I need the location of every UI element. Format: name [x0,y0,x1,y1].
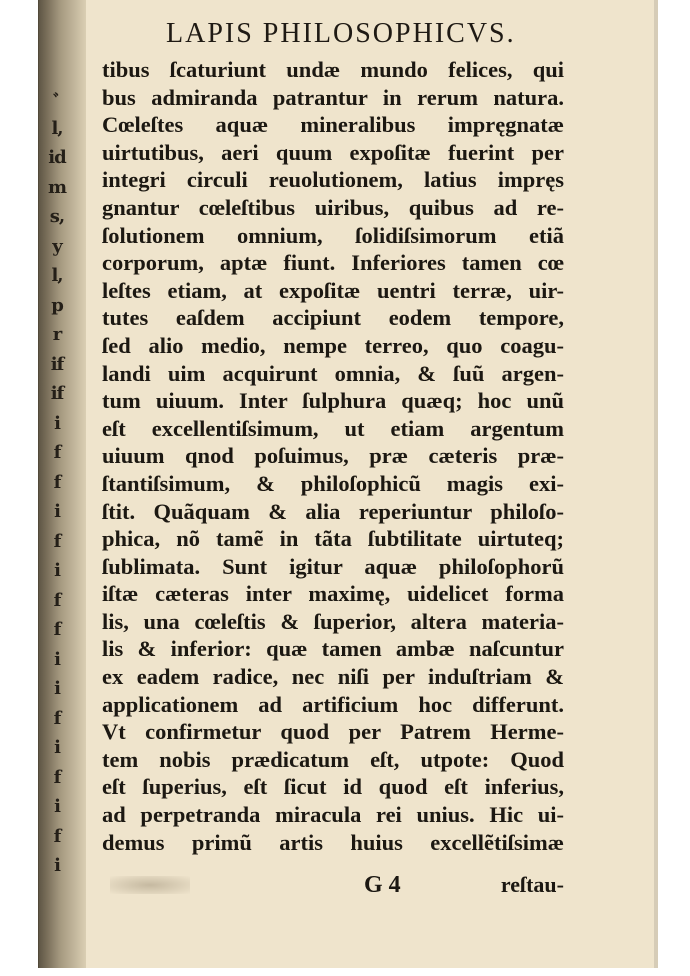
text-line: demus primũ artis huius excellẽtiſsimæ [102,829,564,855]
margin-fragment: i [54,737,60,758]
text-line: Vt confirmetur quod per Patrem Herme- [102,719,564,745]
text-line: tutes eaſdem accipiunt eodem tempore, [102,305,564,331]
text-line: bus admiranda patrantur in rerum natura. [102,84,564,110]
text-line: ſtit. Quãquam & alia reperiuntur philoſo- [102,498,564,524]
text-line: Cœleſtes aquæ mineralibus impręgnatæ [102,112,564,138]
margin-fragment: f [53,766,61,788]
margin-fragment: i [54,678,60,699]
margin-fragment: s, [49,206,65,227]
text-line: ſolutionem omnium, ſolidiſsimorum etiã [102,222,564,248]
text-line: tibus ſcaturiunt undæ mundo felices, qui [102,57,564,82]
margin-fragment: f [53,589,61,611]
catchword: reſtau- [500,872,564,897]
text-line: uiuum qnod poſuimus, præ cæteris præ- [102,443,564,469]
text-line: lis & inferior: quæ tamen ambæ naſcuntur [102,636,564,662]
margin-fragment: i [54,855,60,876]
margin-fragment: p [51,294,63,316]
margin-fragment: ﾞ [53,92,61,113]
margin-fragment: l, [51,265,63,286]
margin-fragment: y [52,235,62,257]
text-line: eſt excellentiſsimum, ut etiam argentum [102,415,564,441]
text-line: corporum, aptæ fiunt. Inferiores tamen cœ [102,250,564,276]
text-line: iſtæ cæteras inter maximę, uidelicet forma [102,581,564,607]
text-line: tem nobis prædicatum eſt, utpote: Quod [102,746,564,772]
text-line: integri circuli reuolutionem, latius impręs [102,167,564,193]
margin-fragment: id [48,147,66,168]
margin-fragment: m [47,176,67,198]
text-line: uirtutibus, aeri quum expoſitæ fuerint per [102,139,564,165]
text-line: gnantur cœleſtibus uiribus, quibus ad re- [102,194,564,220]
text-line: eſt ſuperius, eſt ſicut id quod eſt inferius, [102,774,564,800]
margin-fragment: i [54,412,60,434]
margin-fragment: f [53,471,61,493]
margin-fragment: f [53,707,61,729]
text-line: ſtantiſsimum, & philoſophicũ magis exi- [102,470,564,496]
margin-fragment: f [53,825,61,847]
text-line: tum uiuum. Inter ſulphura quæq; hoc unũ [102,388,564,414]
text-line: ad perpetranda miracula rei unius. Hic ui- [102,802,564,828]
margin-fragment: f [53,619,61,640]
margin-fragment: f [53,442,61,463]
ink-smudge [110,876,190,894]
margin-fragment: i [54,648,60,670]
running-title: LAPIS PHILOSOPHICVS. [166,18,516,49]
text-line: ex eadem radice, nec niſi per induſtriam & [102,664,564,690]
margin-fragment: if [50,383,64,404]
text-line: applicationem ad artificium hoc differunt. [102,691,564,717]
text-line: leſtes etiam, at expoſitæ uentri terræ, uir- [102,277,564,303]
margin-fragment: i [54,501,60,522]
signature-mark: G 4 [364,872,401,898]
margin-fragment: if [50,353,64,375]
text-line: lis, una cœleſtis & ſuperior, altera materia- [102,608,564,634]
margin-fragment: i [54,796,60,817]
margin-fragment: r [52,324,62,345]
text-line: ſublimata. Sunt igitur aquæ philoſophorũ [102,553,564,579]
text-line: ſed alio medio, nempe terreo, quo coagu- [102,332,564,358]
margin-fragment: f [53,530,61,552]
margin-fragment: l, [51,117,63,139]
text-line: landi uim acquirunt omnia, & ſuũ argen- [102,360,564,386]
page-footer [102,872,564,902]
page-edge [654,0,658,968]
text-line: phica, nõ tamẽ in tãta ſubtilitate uirtuteq; [102,526,564,552]
body-text [102,56,564,856]
margin-fragment: i [54,560,60,581]
